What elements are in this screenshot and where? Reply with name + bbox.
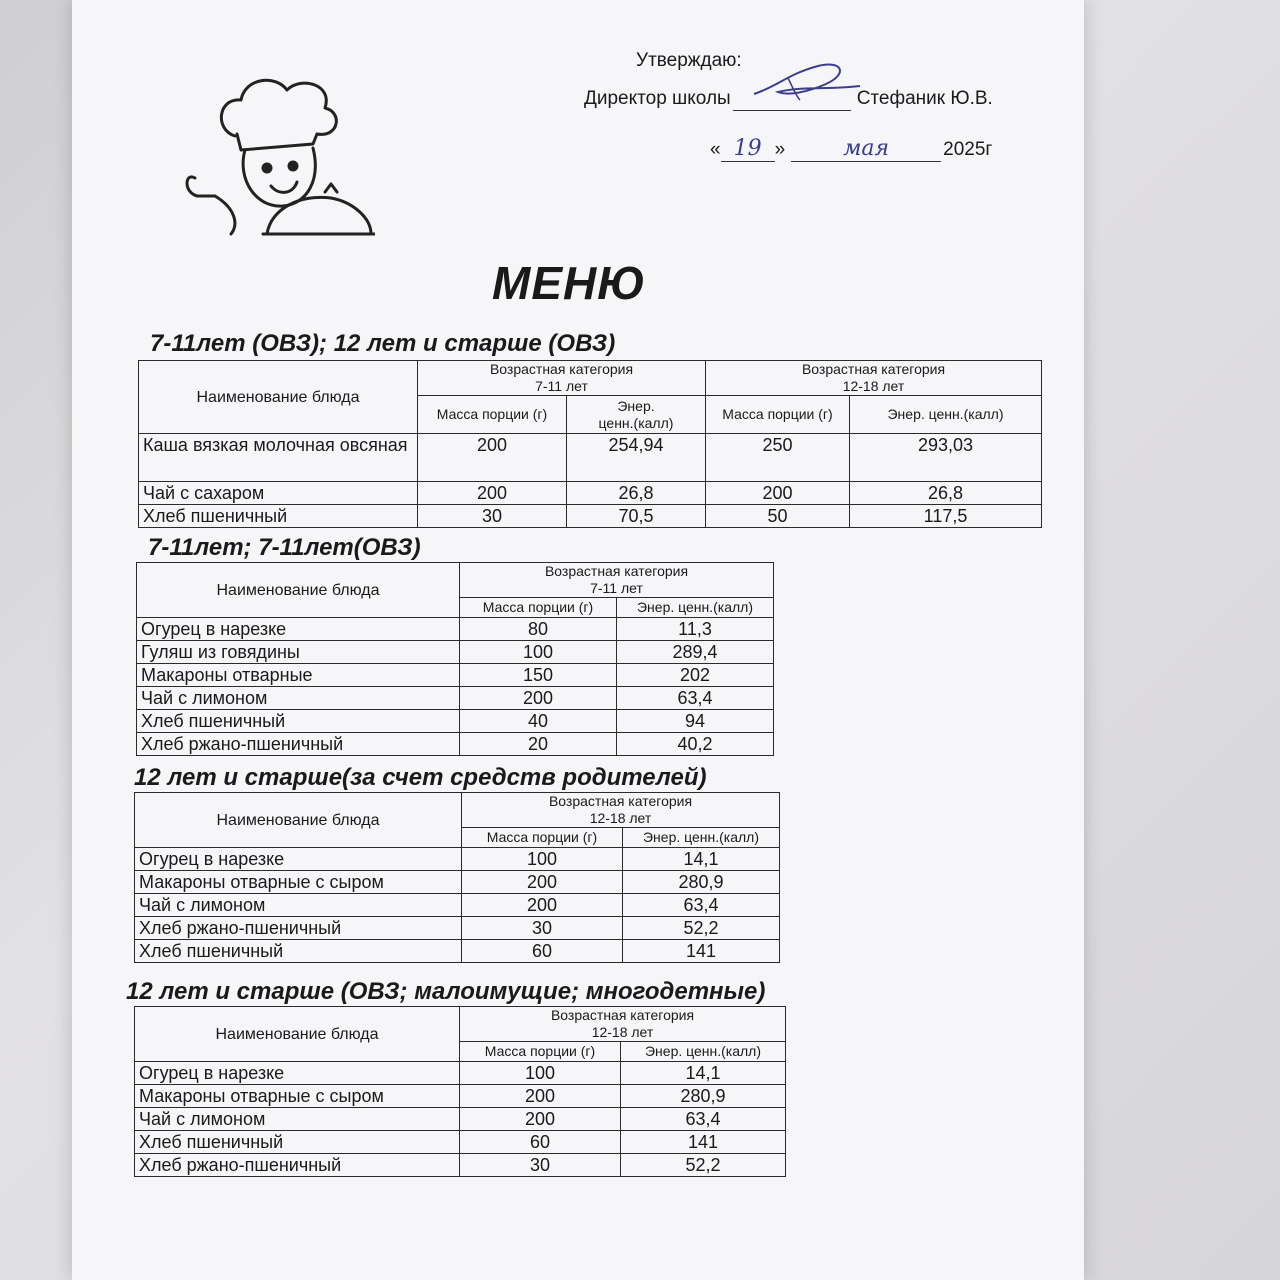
dish-name: Огурец в нарезке: [137, 618, 460, 641]
mass-value: 200: [460, 1108, 621, 1131]
col-energy: Энер. ценн.(калл): [567, 396, 706, 434]
dish-name: Гуляш из говядины: [137, 641, 460, 664]
director-signature: [748, 56, 868, 104]
col-dish: Наименование блюда: [137, 563, 460, 618]
page-title: МЕНЮ: [492, 257, 647, 309]
section-heading: 7-11лет; 7-11лет(ОВЗ): [148, 534, 421, 561]
energy-value: 94: [617, 710, 774, 733]
table-row: [137, 687, 774, 710]
section-heading: 12 лет и старше (ОВЗ; малоимущие; многодетные): [126, 978, 766, 1005]
mass-value: 200: [462, 894, 623, 917]
table-row: [135, 917, 780, 940]
approval-block: [580, 48, 1040, 168]
col-age-category: Возрастная категория 12-18 лет: [462, 793, 780, 828]
quote-close: »: [774, 139, 786, 160]
energy-value: 14,1: [621, 1062, 786, 1085]
approval-date: [710, 136, 992, 162]
chef-logo: [175, 68, 375, 240]
col-age-category: Возрастная категория 12-18 лет: [706, 361, 1042, 396]
col-mass: Масса порции (г): [418, 396, 567, 434]
table-row: [137, 733, 774, 756]
energy-value: 141: [621, 1131, 786, 1154]
table-row: [135, 940, 780, 963]
col-energy: Энер. ценн.(калл): [621, 1042, 786, 1062]
dish-name: Хлеб пшеничный: [135, 1131, 460, 1154]
energy-value: 63,4: [621, 1108, 786, 1131]
mass-value: 30: [418, 505, 567, 528]
col-energy: Энер. ценн.(калл): [850, 396, 1042, 434]
energy-value: 14,1: [623, 848, 780, 871]
section-heading: 12 лет и старше(за счет средств родителей): [134, 764, 707, 791]
mass-value: 30: [460, 1154, 621, 1177]
dish-name: Хлеб ржано-пшеничный: [135, 917, 462, 940]
mass-value: 100: [460, 1062, 621, 1085]
dish-name: Макароны отварные с сыром: [135, 871, 462, 894]
col-dish: Наименование блюда: [139, 361, 418, 434]
table-row: [139, 482, 1042, 505]
mass-value: 60: [462, 940, 623, 963]
energy-value: 63,4: [623, 894, 780, 917]
dish-name: Чай с лимоном: [137, 687, 460, 710]
energy-value: 141: [623, 940, 780, 963]
col-energy: Энер. ценн.(калл): [623, 828, 780, 848]
dish-name: Огурец в нарезке: [135, 848, 462, 871]
table-row: [135, 1154, 786, 1177]
table-row: [135, 1062, 786, 1085]
approval-year: 2025г: [943, 139, 993, 160]
energy-value: 52,2: [623, 917, 780, 940]
mass-value: 60: [460, 1131, 621, 1154]
energy-value: 289,4: [617, 641, 774, 664]
table-row: [135, 1131, 786, 1154]
table-row: [137, 664, 774, 687]
energy-value: 11,3: [617, 618, 774, 641]
dish-name: Чай с лимоном: [135, 894, 462, 917]
table-row: [139, 505, 1042, 528]
table-row: [135, 848, 780, 871]
table-row: [137, 641, 774, 664]
energy-value: 117,5: [850, 505, 1042, 528]
dish-name: Макароны отварные: [137, 664, 460, 687]
col-age-category: Возрастная категория 7-11 лет: [460, 563, 774, 598]
table-row: [137, 710, 774, 733]
menu-table-4: [134, 1006, 786, 1177]
mass-value: 200: [460, 687, 617, 710]
mass-value: 20: [460, 733, 617, 756]
quote-open: «: [710, 139, 721, 160]
director-name: Стефаник Ю.В.: [856, 88, 993, 109]
mass-value: 200: [418, 482, 567, 505]
col-age-category: Возрастная категория 12-18 лет: [460, 1007, 786, 1042]
menu-table-2: [136, 562, 774, 756]
col-mass: Масса порции (г): [460, 1042, 621, 1062]
col-mass: Масса порции (г): [706, 396, 850, 434]
director-position: Директор школы: [584, 88, 731, 109]
dish-name: Огурец в нарезке: [135, 1062, 460, 1085]
energy-value: 254,94: [567, 434, 706, 482]
dish-name: Хлеб пшеничный: [137, 710, 460, 733]
energy-value: 52,2: [621, 1154, 786, 1177]
dish-name: Макароны отварные с сыром: [135, 1085, 460, 1108]
mass-value: 50: [706, 505, 850, 528]
energy-value: 280,9: [623, 871, 780, 894]
approval-month: мая: [791, 136, 941, 162]
energy-value: 202: [617, 664, 774, 687]
col-dish: Наименование блюда: [135, 793, 462, 848]
dish-name: Чай с лимоном: [135, 1108, 460, 1131]
dish-name: Каша вязкая молочная овсяная: [139, 434, 418, 482]
dish-name: Хлеб ржано-пшеничный: [137, 733, 460, 756]
energy-value: 63,4: [617, 687, 774, 710]
mass-value: 40: [460, 710, 617, 733]
mass-value: 200: [418, 434, 567, 482]
energy-value: 280,9: [621, 1085, 786, 1108]
table-row: [135, 871, 780, 894]
energy-value: 40,2: [617, 733, 774, 756]
table-row: [137, 618, 774, 641]
energy-value: 293,03: [850, 434, 1042, 482]
dish-name: Хлеб пшеничный: [139, 505, 418, 528]
table-row: [139, 434, 1042, 482]
energy-value: 26,8: [850, 482, 1042, 505]
mass-value: 80: [460, 618, 617, 641]
mass-value: 200: [706, 482, 850, 505]
menu-table-3: [134, 792, 780, 963]
col-mass: Масса порции (г): [462, 828, 623, 848]
dish-name: Хлеб ржано-пшеничный: [135, 1154, 460, 1177]
table-row: [135, 894, 780, 917]
dish-name: Хлеб пшеничный: [135, 940, 462, 963]
mass-value: 100: [462, 848, 623, 871]
col-dish: Наименование блюда: [135, 1007, 460, 1062]
approval-day: 19: [721, 136, 775, 162]
mass-value: 250: [706, 434, 850, 482]
table-row: [135, 1085, 786, 1108]
col-energy: Энер. ценн.(калл): [617, 598, 774, 618]
menu-table-1: [138, 360, 1042, 528]
section-heading: 7-11лет (ОВЗ); 12 лет и старше (ОВЗ): [150, 330, 616, 357]
dish-name: Чай с сахаром: [139, 482, 418, 505]
table-row: [135, 1108, 786, 1131]
mass-value: 200: [460, 1085, 621, 1108]
energy-value: 26,8: [567, 482, 706, 505]
mass-value: 100: [460, 641, 617, 664]
energy-value: 70,5: [567, 505, 706, 528]
mass-value: 150: [460, 664, 617, 687]
mass-value: 30: [462, 917, 623, 940]
approval-label: Утверждаю:: [636, 50, 742, 71]
mass-value: 200: [462, 871, 623, 894]
col-mass: Масса порции (г): [460, 598, 617, 618]
col-age-category: Возрастная категория 7-11 лет: [418, 361, 706, 396]
